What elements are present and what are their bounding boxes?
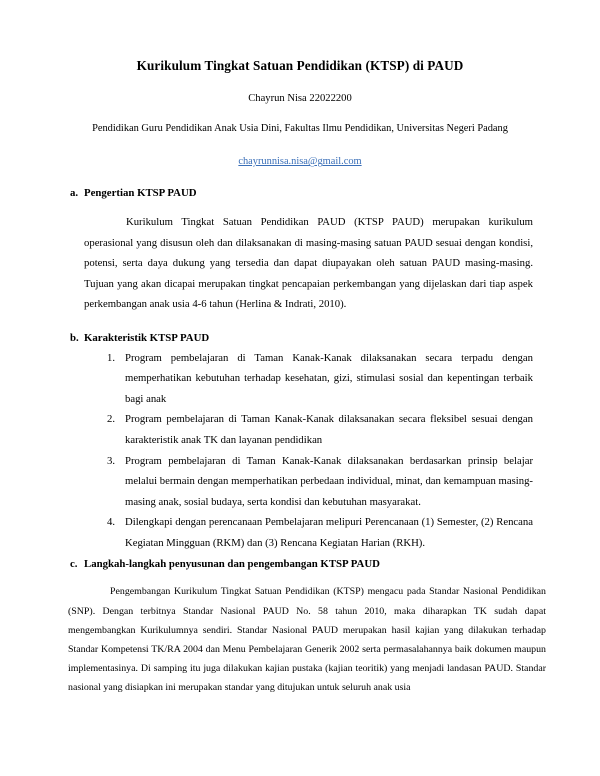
author-email-link[interactable]: chayrunnisa.nisa@gmail.com bbox=[238, 156, 362, 168]
characteristics-list bbox=[0, 348, 600, 553]
email-container bbox=[0, 151, 600, 169]
section-c-heading-text: Langkah-langkah penyusunan dan pengembangan KTSP PAUD bbox=[84, 558, 380, 571]
section-a-paragraph: Kurikulum Tingkat Satuan Pendidikan PAUD (KTSP PAUD) merupakan kurikulum operasional yang disusun oleh dan dilaksanakan di masing-masing satuan PAUD sesuai dengan kondisi, potensi, serta daya dukung yang tersedia dan dapat diupayakan oleh satuan PAUD masing-masing. Tujuan yang akan dicapai merupakan tingkat pencapaian perkembangan yang dijelaskan dari tiap aspek perkembangan anak usia 4-6 tahun (Herlina & Indrati, 2010). bbox=[84, 216, 533, 311]
list-item-text: Program pembelajaran di Taman Kanak-Kanak dilaksanakan berdasarkan prinsip belajar melalui bermain dengan memperhatikan perbedaan individual, minat, dan kemampuan masing-masing anak, sosial budaya, serta kondisi dan kebutuhan masyarakat. bbox=[125, 454, 533, 508]
section-c-paragraph: Pengembangan Kurikulum Tingkat Satuan Pendidikan (KTSP) mengacu pada Standar Nasional Pendidikan (SNP). Dengan terbitnya Standar Nasional PAUD No. 58 tahun 2010, maka diharapkan TK sudah dapat mengembangkan Kurikulumnya sendiri. Standar Nasional PAUD merupakan hasil kajian yang dilakukan terhadap Standar Kompetensi TK/RA 2004 dan Menu Pembelajaran Generik 2002 serta permasalahannya baik dokumen maupun implementasinya. Di samping itu juga dilakukan kajian pustaka (kajian teoritik) yang menjadi landasan PAUD. Standar nasional yang disiapkan ini merupakan standar yang ditujukan untuk seluruh anak usia bbox=[68, 586, 546, 694]
section-a-marker: a. bbox=[70, 187, 79, 200]
list-item-text: Dilengkapi dengan perencanaan Pembelajaran melipuri Perencanaan (1) Semester, (2) Rencana Kegiatan Mingguan (RKM) dan (3) Rencana Kegiatan Harian (RKH). bbox=[125, 516, 533, 549]
list-item-text: Program pembelajaran di Taman Kanak-Kanak dilaksanakan secara fleksibel sesuai dengan karakteristik anak TK dan layanan pendidikan bbox=[125, 413, 533, 447]
section-b-heading-text: Karakteristik KTSP PAUD bbox=[84, 331, 210, 344]
section-c-heading bbox=[0, 556, 600, 572]
page-title: Kurikulum Tingkat Satuan Pendidikan (KTSP) di PAUD bbox=[136, 58, 464, 73]
section-a-heading-text: Pengertian KTSP PAUD bbox=[84, 187, 197, 200]
section-c-marker: c. bbox=[70, 558, 78, 571]
section-a bbox=[0, 185, 600, 315]
affiliation-line: Pendidikan Guru Pendidikan Anak Usia Dini, Fakultas Ilmu Pendidikan, Universitas Negeri Padang bbox=[92, 123, 508, 135]
section-b-marker: b. bbox=[70, 331, 79, 344]
document-header bbox=[0, 0, 600, 169]
list-item bbox=[107, 512, 533, 553]
list-item bbox=[107, 451, 533, 513]
section-b bbox=[0, 330, 600, 554]
list-item-number: 4. bbox=[107, 516, 116, 529]
section-a-heading bbox=[0, 185, 600, 201]
section-b-heading bbox=[0, 330, 600, 346]
section-c bbox=[0, 556, 600, 697]
list-item-text: Program pembelajaran di Taman Kanak-Kanak dilaksanakan secara terpadu dengan memperhatikan kebutuhan terhadap kesehatan, gizi, stimulasi sosial dan kepentingan terbaik bagi anak bbox=[125, 351, 533, 405]
list-item-number: 2. bbox=[107, 413, 116, 426]
list-item bbox=[107, 409, 533, 450]
author-line: Chayrun Nisa 22022200 bbox=[248, 92, 352, 104]
document-body bbox=[0, 185, 600, 697]
list-item-number: 1. bbox=[107, 351, 116, 364]
list-item-number: 3. bbox=[107, 454, 116, 467]
list-item bbox=[107, 348, 533, 410]
